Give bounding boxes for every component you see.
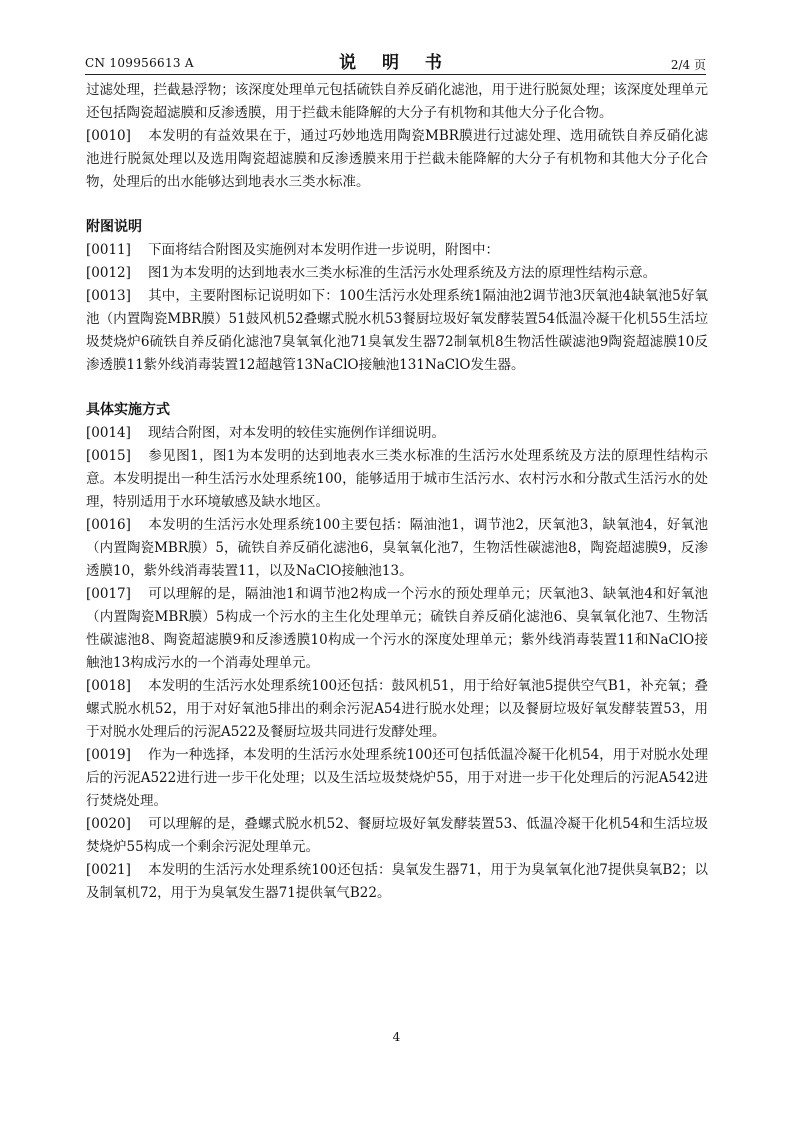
paragraph <box>86 445 708 514</box>
paragraph <box>86 422 708 445</box>
paragraph <box>86 285 708 377</box>
paragraph <box>86 675 708 744</box>
paragraph-text: 下面将结合附图及实施例对本发明作进一步说明，附图中： <box>148 242 499 258</box>
paragraph-text: 本发明的生活污水处理系统100主要包括：隔油池1，调节池2，厌氧池3，缺氧池4，好氧池（内置陶瓷MBR膜）5，硫铁自养反硝化滤池6，臭氧氧化池7，生物活性碳滤池8，陶瓷超滤膜9，反渗透膜10，紫外线消毒装置11，以及NaClO接触池13。 <box>86 517 708 579</box>
paragraph-number: [0014] <box>86 425 131 441</box>
paragraph-number: [0015] <box>86 448 131 464</box>
paragraph-number: [0019] <box>86 747 131 763</box>
paragraph-number: [0017] <box>86 586 131 602</box>
paragraph <box>86 859 708 905</box>
document-body <box>86 79 708 905</box>
paragraph-text: 其中，主要附图标记说明如下：100生活污水处理系统1隔油池2调节池3厌氧池4缺氧池5好氧池（内置陶瓷MBR膜）51鼓风机52叠螺式脱水机53餐厨垃圾好氧发酵装置54低温冷凝干化机55生活垃圾焚烧炉6硫铁自养反硝化滤池7臭氧氧化池71臭氧发生器72制氧机8生物活性碳滤池9陶瓷超滤膜10反渗透膜11紫外线消毒装置12超越管13NaClO接触池131NaClO发生器。 <box>86 288 708 373</box>
paragraph-text: 参见图1，图1为本发明的达到地表水三类水标准的生活污水处理系统及方法的原理性结构示意。本发明提出一种生活污水处理系统100，能够适用于城市生活污水、农村污水和分散式生活污水的处理，特别适用于水环境敏感及缺水地区。 <box>86 448 708 510</box>
page-header <box>85 48 706 75</box>
document-title: 说 明 书 <box>339 53 452 73</box>
paragraph-text: 可以理解的是，叠螺式脱水机52、餐厨垃圾好氧发酵装置53、低温冷凝干化机54和生活垃圾焚烧炉55构成一个剩余污泥处理单元。 <box>86 816 708 855</box>
section-title-drawings: 附图说明 <box>86 219 142 235</box>
paragraph-text: 现结合附图，对本发明的较佳实施例作详细说明。 <box>148 425 445 441</box>
paragraph-group-drawings <box>86 239 708 377</box>
paragraph-number: [0010] <box>86 128 131 144</box>
paragraph-group-summary <box>86 125 708 194</box>
paragraph-text: 本发明的生活污水处理系统100还包括：臭氧发生器71，用于为臭氧氧化池7提供臭氧B2；以及制氧机72，用于为臭氧发生器71提供氧气B22。 <box>86 862 708 901</box>
paragraph-group-embodiments <box>86 422 708 905</box>
page-number: 4 <box>392 1030 401 1044</box>
paragraph-number: [0020] <box>86 816 131 832</box>
paragraph-text: 作为一种选择，本发明的生活污水处理系统100还可包括低温冷凝干化机54，用于对脱水处理后的污泥A522进行进一步干化处理；以及生活垃圾焚烧炉55，用于对进一步干化处理后的污泥A542进行焚烧处理。 <box>86 747 708 809</box>
paragraph-text: 图1为本发明的达到地表水三类水标准的生活污水处理系统及方法的原理性结构示意。 <box>148 265 657 281</box>
paragraph <box>86 514 708 583</box>
paragraph <box>86 125 708 194</box>
paragraph <box>86 262 708 285</box>
paragraph-number: [0011] <box>86 242 131 258</box>
section-title-embodiments: 具体实施方式 <box>86 402 170 418</box>
paragraph-number: [0021] <box>86 862 131 878</box>
patent-number: CN 109956613 A <box>85 56 194 70</box>
page-indicator: 2/4 页 <box>670 58 706 72</box>
paragraph-number: [0016] <box>86 517 131 533</box>
paragraph <box>86 583 708 675</box>
paragraph-text: 本发明的生活污水处理系统100还包括：鼓风机51，用于给好氧池5提供空气B1，补充氧；叠螺式脱水机52，用于对好氧池5排出的剩余污泥A54进行脱水处理；以及餐厨垃圾好氧发酵装置53，用于对脱水处理后的污泥A522及餐厨垃圾共同进行发酵处理。 <box>86 678 708 740</box>
intro-paragraph: 过滤处理，拦截悬浮物；该深度处理单元包括硫铁自养反硝化滤池，用于进行脱氮处理；该深度处理单元还包括陶瓷超滤膜和反渗透膜，用于拦截未能降解的大分子有机物和其他大分子化合物。 <box>86 82 708 121</box>
paragraph-number: [0013] <box>86 288 131 304</box>
paragraph <box>86 813 708 859</box>
paragraph <box>86 239 708 262</box>
paragraph-number: [0012] <box>86 265 131 281</box>
paragraph-text: 本发明的有益效果在于，通过巧妙地选用陶瓷MBR膜进行过滤处理、选用硫铁自养反硝化滤池进行脱氮处理以及选用陶瓷超滤膜和反渗透膜来用于拦截未能降解的大分子有机物和其他大分子化合物，处理后的出水能够达到地表水三类水标准。 <box>86 128 708 190</box>
paragraph-text: 可以理解的是，隔油池1和调节池2构成一个污水的预处理单元；厌氧池3、缺氧池4和好氧池（内置陶瓷MBR膜）5构成一个污水的主生化处理单元；硫铁自养反硝化滤池6、臭氧氧化池7、生物活性碳滤池8、陶瓷超滤膜9和反渗透膜10构成一个污水的深度处理单元；紫外线消毒装置11和NaClO接触池13构成污水的一个消毒处理单元。 <box>86 586 708 671</box>
paragraph-number: [0018] <box>86 678 131 694</box>
paragraph <box>86 744 708 813</box>
